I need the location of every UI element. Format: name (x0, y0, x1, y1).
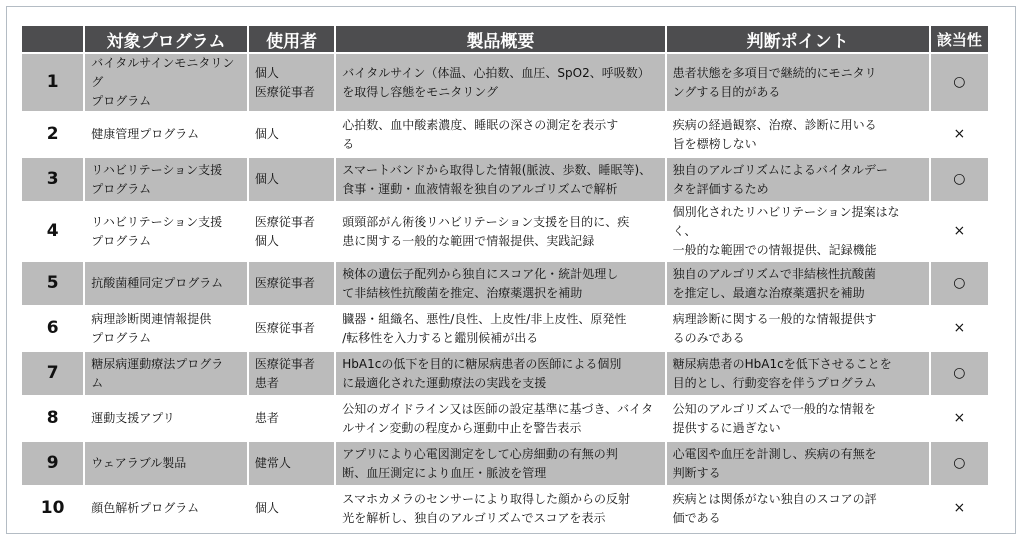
program-name-line: プログラム (91, 94, 152, 108)
header-program: 対象プログラム (85, 26, 247, 52)
header-no (22, 26, 83, 52)
applicability-mark: × (931, 307, 988, 350)
program-name-line: 糖尿病運動療法プログラ (91, 356, 224, 371)
product-overview (336, 307, 664, 350)
program-name-line: ウェアラブル製品 (91, 456, 187, 470)
row-number: 9 (22, 442, 83, 485)
product-overview-line: スマートバンドから取得した情報(脈波、歩数、睡眠等)、 (342, 162, 652, 177)
judgment-point (667, 397, 929, 440)
user-type (249, 307, 334, 350)
product-overview (336, 487, 664, 530)
judgment-point (667, 442, 929, 485)
product-overview-line: 断、血圧測定により血圧・脈波を管理 (342, 465, 547, 480)
judgment-point-line: 独自のアルゴリズムによるバイタルデー (672, 162, 888, 177)
user-type (249, 262, 334, 305)
program-name-line: 抗酸菌種同定プログラム (91, 276, 224, 290)
judgment-point-line: 旨を標榜しない (672, 136, 757, 151)
judgment-point (667, 487, 929, 530)
product-overview (336, 203, 664, 260)
applicability-mark: × (931, 487, 988, 530)
judgment-point-line: 提供するに過ぎない (672, 420, 781, 435)
applicability-mark: ○ (931, 442, 988, 485)
user-type-line: 個人 (254, 127, 279, 141)
row-number: 6 (22, 307, 83, 350)
judgment-point (667, 352, 929, 395)
judgment-point-line: るのみである (672, 330, 745, 345)
table-row (22, 158, 988, 201)
judgment-point (667, 307, 929, 350)
product-overview-line: バイタルサイン（体温、心拍数、血圧、SpO2、呼吸数） (342, 65, 650, 80)
user-type (249, 487, 334, 530)
judgment-point (667, 54, 929, 111)
product-overview-line: 公知のガイドライン又は医師の設定基準に基づき、バイタ (342, 401, 654, 416)
judgment-point (667, 158, 929, 201)
table-row (22, 113, 988, 156)
program-name (85, 307, 247, 350)
product-overview-line: スマホカメラのセンサーにより取得した顔からの反射 (342, 491, 631, 506)
product-overview (336, 54, 664, 111)
table-row (22, 397, 988, 440)
table-row (22, 203, 988, 260)
product-overview-line: アプリにより心電図測定をして心房細動の有無の判 (342, 446, 618, 461)
table-row (22, 352, 988, 395)
product-overview-line: を取得し容態をモニタリング (342, 84, 499, 99)
header-user: 使用者 (249, 26, 334, 52)
user-type (249, 113, 334, 156)
product-overview-line: 心拍数、血中酸素濃度、睡眠の深さの測定を表示す (342, 117, 619, 132)
program-name-line: 運動支援アプリ (91, 411, 175, 425)
product-overview (336, 113, 664, 156)
applicability-mark: × (931, 203, 988, 260)
judgment-point (667, 262, 929, 305)
judgment-point-line: タを評価するため (672, 181, 769, 196)
row-number: 5 (22, 262, 83, 305)
product-overview-line: て非結核性抗酸菌を推定、治療薬選択を補助 (342, 285, 583, 300)
program-name (85, 487, 247, 530)
program-name-line: リハビリテーション支援 (91, 162, 223, 177)
judgment-point-line: 目的とし、行動変容を伴うプログラム (672, 375, 877, 390)
applicability-mark: ○ (931, 262, 988, 305)
product-overview (336, 397, 664, 440)
judgment-point-line: ングする目的がある (672, 84, 781, 99)
header-applicability: 該当性 (931, 26, 988, 52)
row-number: 1 (22, 54, 83, 111)
judgment-point-line: 公知のアルゴリズムで一般的な情報を (672, 401, 876, 416)
program-name-line: リハビリテーション支援 (91, 214, 223, 229)
product-overview-line: ルサイン変動の程度から運動中止を警告表示 (342, 420, 582, 435)
user-type (249, 397, 334, 440)
user-type-line: 個人 (254, 172, 279, 186)
user-type-line: 医療従事者 (254, 356, 315, 371)
user-type (249, 442, 334, 485)
user-type-line: 個人 (254, 501, 279, 515)
product-overview-line: 頭頸部がん術後リハビリテーション支援を目的に、疾 (342, 214, 630, 229)
header-point: 判断ポイント (667, 26, 929, 52)
judgment-point-line: 疾病とは関係がない独自のスコアの評 (672, 491, 877, 506)
user-type (249, 54, 334, 111)
header-overview: 製品概要 (336, 26, 664, 52)
table-row (22, 487, 988, 530)
judgment-point-line: 判断する (672, 465, 721, 480)
applicability-mark: ○ (931, 352, 988, 395)
program-name-line: プログラム (91, 330, 152, 345)
program-name (85, 54, 247, 111)
applicability-mark: × (931, 397, 988, 440)
table-row (22, 442, 988, 485)
user-type-line: 患者 (254, 375, 279, 390)
program-name-line: 病理診断関連情報提供 (91, 311, 212, 326)
user-type-line: 患者 (254, 411, 279, 425)
user-type-line: 個人 (254, 233, 279, 248)
row-number: 3 (22, 158, 83, 201)
product-overview (336, 262, 664, 305)
judgment-point-line: 個別化されたリハビリテーション提案はなく、 (672, 205, 900, 238)
product-overview-line: 光を解析し、独自のアルゴリズムでスコアを表示 (342, 510, 606, 525)
table-row (22, 307, 988, 350)
user-type-line: 医療従事者 (254, 276, 315, 290)
user-type (249, 203, 334, 260)
program-name-line: プログラム (91, 181, 152, 196)
product-overview-line: 食事・運動・血液情報を独自のアルゴリズムで解析 (342, 181, 618, 196)
product-overview-line: HbA1cの低下を目的に糖尿病患者の医師による個別 (342, 356, 622, 371)
table-frame (6, 6, 1016, 534)
user-type (249, 158, 334, 201)
program-name-line: 顔色解析プログラム (91, 501, 200, 515)
judgment-point-line: 糖尿病患者のHbA1cを低下させることを (672, 356, 892, 371)
program-name-line: プログラム (91, 233, 152, 248)
judgment-point (667, 113, 929, 156)
user-type-line: 医療従事者 (254, 321, 315, 335)
program-name (85, 158, 247, 201)
applicability-mark: ○ (931, 158, 988, 201)
product-overview-line: に最適化された運動療法の実践を支援 (342, 375, 547, 390)
table-row (22, 54, 988, 111)
product-overview-line: る (342, 136, 355, 151)
header-row (22, 26, 988, 52)
user-type (249, 352, 334, 395)
table-row (22, 262, 988, 305)
applicability-mark: ○ (931, 54, 988, 111)
judgment-point-line: 価である (672, 510, 721, 525)
program-name (85, 203, 247, 260)
judgment-point-line: 心電図や血圧を計測し、疾病の有無を (672, 446, 877, 461)
program-name (85, 113, 247, 156)
row-number: 8 (22, 397, 83, 440)
product-overview-line: /転移性を入力すると鑑別候補が出る (342, 330, 539, 345)
program-name-line: ム (91, 375, 104, 390)
product-overview (336, 352, 664, 395)
user-type-line: 健常人 (254, 456, 291, 470)
judgment-point-line: 病理診断に関する一般的な情報提供す (672, 311, 877, 326)
judgment-point-line: 一般的な範囲での情報提供、記録機能 (672, 243, 877, 257)
product-overview-line: 臓器・組織名、悪性/良性、上皮性/非上皮性、原発性 (342, 311, 627, 326)
product-overview (336, 158, 664, 201)
program-table (20, 24, 990, 532)
judgment-point-line: 患者状態を多項目で継続的にモニタリ (672, 65, 877, 80)
product-overview-line: 検体の遺伝子配列から独自にスコア化・統計処理し (342, 266, 619, 281)
program-name-line: バイタルサインモニタリング (91, 56, 235, 89)
program-name (85, 397, 247, 440)
product-overview (336, 442, 664, 485)
product-overview-line: 患に関する一般的な範囲で情報提供、実践記録 (342, 233, 595, 248)
judgment-point (667, 203, 929, 260)
row-number: 10 (22, 487, 83, 530)
row-number: 4 (22, 203, 83, 260)
row-number: 7 (22, 352, 83, 395)
applicability-mark: × (931, 113, 988, 156)
judgment-point-line: 疾病の経過観察、治療、診断に用いる (672, 117, 877, 132)
user-type-line: 個人 (254, 65, 279, 80)
row-number: 2 (22, 113, 83, 156)
judgment-point-line: 独自のアルゴリズムで非結核性抗酸菌 (672, 266, 876, 281)
program-name (85, 442, 247, 485)
program-name (85, 262, 247, 305)
user-type-line: 医療従事者 (254, 84, 315, 99)
judgment-point-line: を推定し、最適な治療薬選択を補助 (672, 285, 865, 300)
user-type-line: 医療従事者 (254, 214, 315, 229)
program-name (85, 352, 247, 395)
program-name-line: 健康管理プログラム (91, 127, 200, 141)
